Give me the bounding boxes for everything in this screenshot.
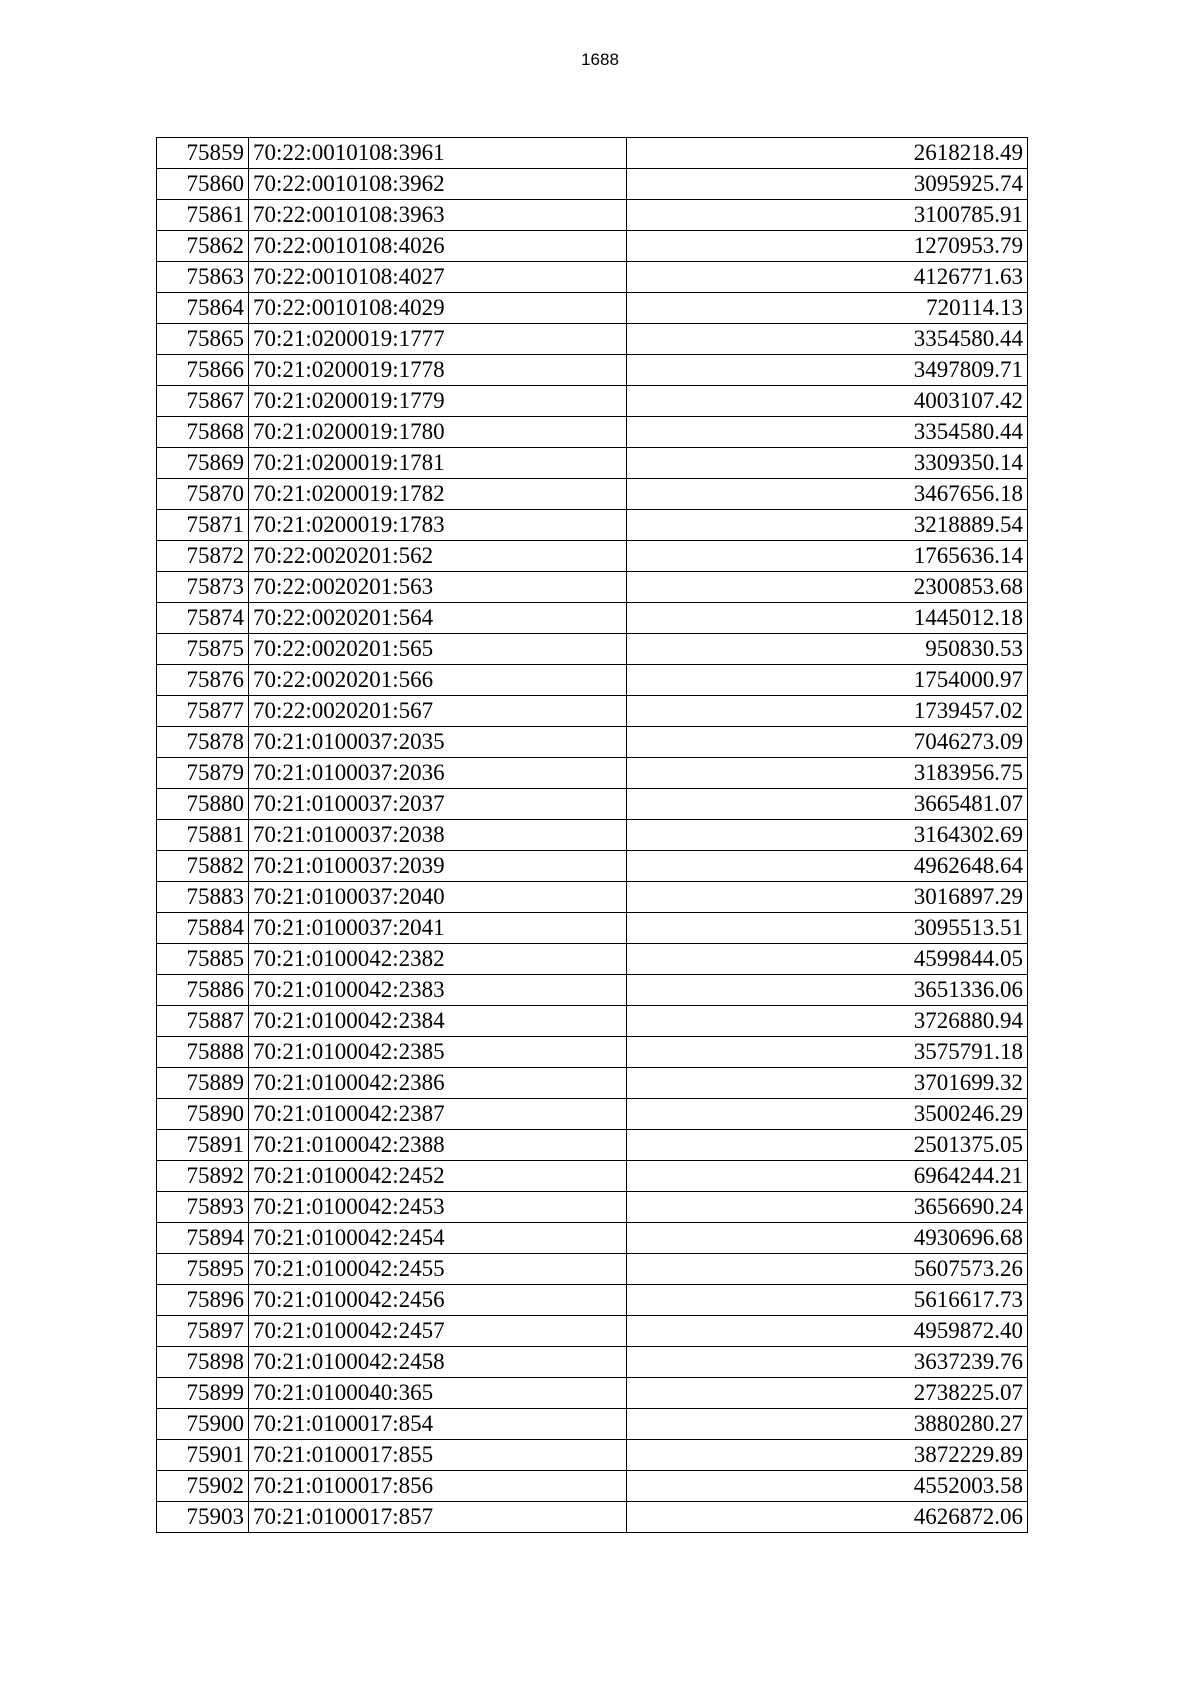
table-row bbox=[157, 510, 1028, 541]
table-row bbox=[157, 1378, 1028, 1409]
cadastral-number-cell: 70:21:0100017:855 bbox=[249, 1440, 627, 1471]
table-row bbox=[157, 851, 1028, 882]
table-row bbox=[157, 603, 1028, 634]
row-number-cell: 75874 bbox=[157, 603, 249, 634]
row-number-cell: 75862 bbox=[157, 231, 249, 262]
value-cell: 3500246.29 bbox=[627, 1099, 1028, 1130]
value-cell: 1754000.97 bbox=[627, 665, 1028, 696]
cadastral-number-cell: 70:21:0100042:2456 bbox=[249, 1285, 627, 1316]
row-number-cell: 75899 bbox=[157, 1378, 249, 1409]
cadastral-number-cell: 70:22:0010108:4029 bbox=[249, 293, 627, 324]
row-number-cell: 75872 bbox=[157, 541, 249, 572]
value-cell: 4959872.40 bbox=[627, 1316, 1028, 1347]
table-row bbox=[157, 386, 1028, 417]
cadastral-number-cell: 70:21:0100042:2382 bbox=[249, 944, 627, 975]
row-number-cell: 75876 bbox=[157, 665, 249, 696]
row-number-cell: 75889 bbox=[157, 1068, 249, 1099]
table-row bbox=[157, 541, 1028, 572]
row-number-cell: 75864 bbox=[157, 293, 249, 324]
table-row bbox=[157, 696, 1028, 727]
value-cell: 3164302.69 bbox=[627, 820, 1028, 851]
table-row bbox=[157, 169, 1028, 200]
row-number-cell: 75861 bbox=[157, 200, 249, 231]
cadastral-number-cell: 70:22:0010108:3963 bbox=[249, 200, 627, 231]
table-row bbox=[157, 882, 1028, 913]
row-number-cell: 75891 bbox=[157, 1130, 249, 1161]
value-cell: 4552003.58 bbox=[627, 1471, 1028, 1502]
value-cell: 3701699.32 bbox=[627, 1068, 1028, 1099]
cadastral-number-cell: 70:21:0200019:1777 bbox=[249, 324, 627, 355]
cadastral-number-cell: 70:21:0100037:2039 bbox=[249, 851, 627, 882]
table-row bbox=[157, 1471, 1028, 1502]
table-row bbox=[157, 1409, 1028, 1440]
table-row bbox=[157, 1068, 1028, 1099]
row-number-cell: 75901 bbox=[157, 1440, 249, 1471]
table-row bbox=[157, 1285, 1028, 1316]
row-number-cell: 75883 bbox=[157, 882, 249, 913]
cadastral-number-cell: 70:21:0200019:1782 bbox=[249, 479, 627, 510]
table-row bbox=[157, 231, 1028, 262]
table-row bbox=[157, 293, 1028, 324]
cadastral-number-cell: 70:21:0100037:2037 bbox=[249, 789, 627, 820]
row-number-cell: 75859 bbox=[157, 138, 249, 169]
cadastral-number-cell: 70:21:0100037:2038 bbox=[249, 820, 627, 851]
table-row bbox=[157, 1130, 1028, 1161]
row-number-cell: 75892 bbox=[157, 1161, 249, 1192]
row-number-cell: 75863 bbox=[157, 262, 249, 293]
cadastral-number-cell: 70:21:0100042:2458 bbox=[249, 1347, 627, 1378]
row-number-cell: 75866 bbox=[157, 355, 249, 386]
row-number-cell: 75868 bbox=[157, 417, 249, 448]
value-cell: 4962648.64 bbox=[627, 851, 1028, 882]
table-row bbox=[157, 1006, 1028, 1037]
cadastral-number-cell: 70:21:0100037:2040 bbox=[249, 882, 627, 913]
row-number-cell: 75896 bbox=[157, 1285, 249, 1316]
value-cell: 3354580.44 bbox=[627, 324, 1028, 355]
cadastral-number-cell: 70:21:0100042:2454 bbox=[249, 1223, 627, 1254]
cadastral-number-cell: 70:21:0100042:2453 bbox=[249, 1192, 627, 1223]
table-row bbox=[157, 1502, 1028, 1533]
value-cell: 950830.53 bbox=[627, 634, 1028, 665]
value-cell: 3095925.74 bbox=[627, 169, 1028, 200]
table-row bbox=[157, 262, 1028, 293]
table-row bbox=[157, 1037, 1028, 1068]
cadastral-number-cell: 70:22:0020201:563 bbox=[249, 572, 627, 603]
table-row bbox=[157, 975, 1028, 1006]
table-row bbox=[157, 1440, 1028, 1471]
cadastral-number-cell: 70:21:0200019:1780 bbox=[249, 417, 627, 448]
row-number-cell: 75869 bbox=[157, 448, 249, 479]
row-number-cell: 75880 bbox=[157, 789, 249, 820]
cadastral-number-cell: 70:21:0100042:2455 bbox=[249, 1254, 627, 1285]
value-cell: 2501375.05 bbox=[627, 1130, 1028, 1161]
row-number-cell: 75860 bbox=[157, 169, 249, 200]
cadastral-number-cell: 70:21:0200019:1778 bbox=[249, 355, 627, 386]
cadastral-number-cell: 70:21:0100042:2384 bbox=[249, 1006, 627, 1037]
table-row bbox=[157, 727, 1028, 758]
row-number-cell: 75871 bbox=[157, 510, 249, 541]
value-cell: 4126771.63 bbox=[627, 262, 1028, 293]
cadastral-number-cell: 70:22:0020201:564 bbox=[249, 603, 627, 634]
cadastral-number-cell: 70:22:0020201:567 bbox=[249, 696, 627, 727]
value-cell: 3656690.24 bbox=[627, 1192, 1028, 1223]
cadastral-number-cell: 70:21:0100042:2385 bbox=[249, 1037, 627, 1068]
cadastral-number-cell: 70:21:0200019:1783 bbox=[249, 510, 627, 541]
cadastral-number-cell: 70:21:0100037:2041 bbox=[249, 913, 627, 944]
table-row bbox=[157, 1161, 1028, 1192]
row-number-cell: 75882 bbox=[157, 851, 249, 882]
row-number-cell: 75895 bbox=[157, 1254, 249, 1285]
cadastral-number-cell: 70:21:0100042:2457 bbox=[249, 1316, 627, 1347]
value-cell: 5616617.73 bbox=[627, 1285, 1028, 1316]
cadastral-number-cell: 70:21:0100037:2036 bbox=[249, 758, 627, 789]
row-number-cell: 75878 bbox=[157, 727, 249, 758]
table-row bbox=[157, 1254, 1028, 1285]
row-number-cell: 75894 bbox=[157, 1223, 249, 1254]
value-cell: 3100785.91 bbox=[627, 200, 1028, 231]
table-row bbox=[157, 820, 1028, 851]
data-table bbox=[156, 137, 1028, 1533]
value-cell: 3183956.75 bbox=[627, 758, 1028, 789]
value-cell: 3218889.54 bbox=[627, 510, 1028, 541]
row-number-cell: 75897 bbox=[157, 1316, 249, 1347]
value-cell: 3467656.18 bbox=[627, 479, 1028, 510]
table-row bbox=[157, 448, 1028, 479]
value-cell: 4626872.06 bbox=[627, 1502, 1028, 1533]
cadastral-number-cell: 70:21:0100017:857 bbox=[249, 1502, 627, 1533]
value-cell: 3016897.29 bbox=[627, 882, 1028, 913]
row-number-cell: 75890 bbox=[157, 1099, 249, 1130]
value-cell: 3872229.89 bbox=[627, 1440, 1028, 1471]
table-row bbox=[157, 200, 1028, 231]
table-row bbox=[157, 789, 1028, 820]
row-number-cell: 75870 bbox=[157, 479, 249, 510]
value-cell: 2618218.49 bbox=[627, 138, 1028, 169]
value-cell: 3880280.27 bbox=[627, 1409, 1028, 1440]
value-cell: 2300853.68 bbox=[627, 572, 1028, 603]
value-cell: 5607573.26 bbox=[627, 1254, 1028, 1285]
cadastral-number-cell: 70:22:0010108:3961 bbox=[249, 138, 627, 169]
value-cell: 1270953.79 bbox=[627, 231, 1028, 262]
table-row bbox=[157, 324, 1028, 355]
value-cell: 3497809.71 bbox=[627, 355, 1028, 386]
value-cell: 3095513.51 bbox=[627, 913, 1028, 944]
table-row bbox=[157, 138, 1028, 169]
table-row bbox=[157, 1347, 1028, 1378]
cadastral-number-cell: 70:22:0020201:565 bbox=[249, 634, 627, 665]
value-cell: 1765636.14 bbox=[627, 541, 1028, 572]
cadastral-number-cell: 70:22:0010108:4027 bbox=[249, 262, 627, 293]
value-cell: 1445012.18 bbox=[627, 603, 1028, 634]
cadastral-number-cell: 70:22:0010108:3962 bbox=[249, 169, 627, 200]
table-row bbox=[157, 665, 1028, 696]
cadastral-number-cell: 70:21:0100042:2452 bbox=[249, 1161, 627, 1192]
row-number-cell: 75884 bbox=[157, 913, 249, 944]
value-cell: 3309350.14 bbox=[627, 448, 1028, 479]
value-cell: 6964244.21 bbox=[627, 1161, 1028, 1192]
cadastral-number-cell: 70:22:0010108:4026 bbox=[249, 231, 627, 262]
cadastral-number-cell: 70:21:0100017:856 bbox=[249, 1471, 627, 1502]
cadastral-number-cell: 70:21:0100042:2386 bbox=[249, 1068, 627, 1099]
cadastral-number-cell: 70:21:0100037:2035 bbox=[249, 727, 627, 758]
value-cell: 7046273.09 bbox=[627, 727, 1028, 758]
row-number-cell: 75886 bbox=[157, 975, 249, 1006]
row-number-cell: 75881 bbox=[157, 820, 249, 851]
row-number-cell: 75867 bbox=[157, 386, 249, 417]
row-number-cell: 75873 bbox=[157, 572, 249, 603]
cadastral-number-cell: 70:21:0200019:1779 bbox=[249, 386, 627, 417]
row-number-cell: 75877 bbox=[157, 696, 249, 727]
table-row bbox=[157, 1192, 1028, 1223]
value-cell: 1739457.02 bbox=[627, 696, 1028, 727]
cadastral-number-cell: 70:21:0100017:854 bbox=[249, 1409, 627, 1440]
value-cell: 3354580.44 bbox=[627, 417, 1028, 448]
cadastral-number-cell: 70:21:0200019:1781 bbox=[249, 448, 627, 479]
value-cell: 720114.13 bbox=[627, 293, 1028, 324]
value-cell: 2738225.07 bbox=[627, 1378, 1028, 1409]
value-cell: 4599844.05 bbox=[627, 944, 1028, 975]
row-number-cell: 75898 bbox=[157, 1347, 249, 1378]
cadastral-number-cell: 70:21:0100042:2383 bbox=[249, 975, 627, 1006]
table-row bbox=[157, 1316, 1028, 1347]
row-number-cell: 75879 bbox=[157, 758, 249, 789]
value-cell: 3726880.94 bbox=[627, 1006, 1028, 1037]
page-number: 1688 bbox=[581, 50, 619, 69]
row-number-cell: 75900 bbox=[157, 1409, 249, 1440]
table-row bbox=[157, 758, 1028, 789]
value-cell: 4003107.42 bbox=[627, 386, 1028, 417]
cadastral-number-cell: 70:21:0100040:365 bbox=[249, 1378, 627, 1409]
value-cell: 3637239.76 bbox=[627, 1347, 1028, 1378]
row-number-cell: 75865 bbox=[157, 324, 249, 355]
cadastral-number-cell: 70:22:0020201:566 bbox=[249, 665, 627, 696]
cadastral-number-cell: 70:21:0100042:2387 bbox=[249, 1099, 627, 1130]
value-cell: 4930696.68 bbox=[627, 1223, 1028, 1254]
table-row bbox=[157, 572, 1028, 603]
row-number-cell: 75885 bbox=[157, 944, 249, 975]
table-row bbox=[157, 479, 1028, 510]
cadastral-number-cell: 70:21:0100042:2388 bbox=[249, 1130, 627, 1161]
row-number-cell: 75893 bbox=[157, 1192, 249, 1223]
row-number-cell: 75903 bbox=[157, 1502, 249, 1533]
table-row bbox=[157, 634, 1028, 665]
value-cell: 3665481.07 bbox=[627, 789, 1028, 820]
row-number-cell: 75887 bbox=[157, 1006, 249, 1037]
table-row bbox=[157, 1223, 1028, 1254]
table-row bbox=[157, 944, 1028, 975]
value-cell: 3575791.18 bbox=[627, 1037, 1028, 1068]
cadastral-number-cell: 70:22:0020201:562 bbox=[249, 541, 627, 572]
table-row bbox=[157, 355, 1028, 386]
row-number-cell: 75888 bbox=[157, 1037, 249, 1068]
row-number-cell: 75902 bbox=[157, 1471, 249, 1502]
row-number-cell: 75875 bbox=[157, 634, 249, 665]
table-row bbox=[157, 913, 1028, 944]
table-body bbox=[157, 138, 1028, 1533]
value-cell: 3651336.06 bbox=[627, 975, 1028, 1006]
table-row bbox=[157, 417, 1028, 448]
table-row bbox=[157, 1099, 1028, 1130]
